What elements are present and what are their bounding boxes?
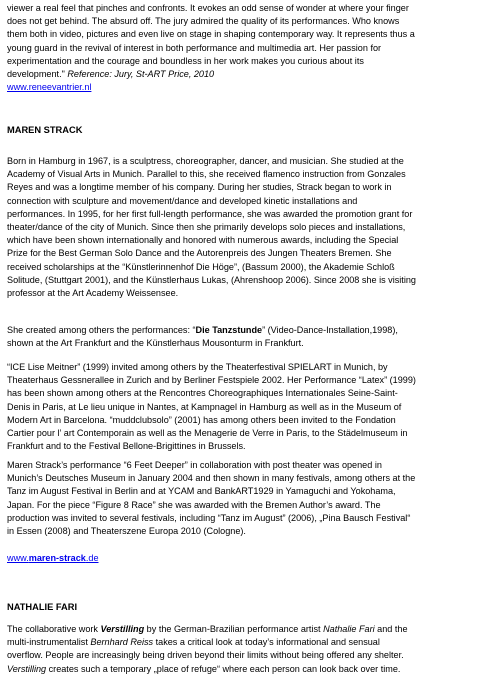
text-line: received scholarships at the “Künstlerinnenhof Die Höge”, (Bassum 2000), the Akademie Schloß xyxy=(7,261,395,272)
text-line: Frankfurt and to the Festival Bellone-Brigittines in Brussels. xyxy=(7,441,246,452)
maren-bio-paragraph xyxy=(7,155,473,300)
link-suffix: .de xyxy=(85,553,99,563)
text-line: Japan. For the piece “Figure 8 Race” she was awarded with the Bremen Author’s award. The xyxy=(7,499,381,510)
text-line: development." xyxy=(7,69,65,80)
text-line: does not get behind. The absurd off. The jury admired the quality of its performances. Who knows xyxy=(7,16,400,27)
text-line: Born in Hamburg in 1967, is a sculptress, choreographer, dancer, and musician. She studied at the xyxy=(7,156,404,166)
text-line: professor at the Art Academy Weissensee. xyxy=(7,288,179,299)
text-line: them both in video, pictures and even live on stage in shaping contemporary way. It represents thus a xyxy=(7,29,415,40)
text-line: Denis in Paris, at Le lieu unique in Nantes, at Kampnagel in Hamburg as well as in the Museum of xyxy=(7,401,402,412)
quote-reference: Reference: Jury, St-ART Price, 2010 xyxy=(67,69,215,80)
text-line: Cartier pour l’ art Contemporain as well as the Menagerie de Verre in Paris, to the Städelmuseum in xyxy=(7,428,408,439)
text-fragment: The collaborative work xyxy=(7,624,101,634)
text-line: connection with sculpture and movement/dance and developed kinetic installations and xyxy=(7,195,358,206)
text-line: young guard in the revival of interest in both performance and multimedia art. Her passion for xyxy=(7,42,382,53)
text-line: Prize for the Best German Solo Dance and the Autorenpreis des Jungen Theaters Bremen. She xyxy=(7,248,392,259)
text-line: which have been shown internationally and honored with numerous awards, including the Special xyxy=(7,235,399,246)
text-line: viewer a real feel that pinches and confronts. It evokes an odd sense of wonder at where your finger xyxy=(7,3,409,13)
maren-performances-paragraph xyxy=(7,324,473,350)
text-line: experimentation and the courage and boundless in her work makes you curious about its xyxy=(7,55,364,66)
work-title: Verstilling xyxy=(100,624,145,634)
text-line: Modern Art in Barcelona. “muddclubsolo” (2001) has among others been invited to the Fondation xyxy=(7,414,396,425)
performance-title: Die Tanzstunde xyxy=(195,325,263,335)
text-line: Academy of Visual Arts in Munich. Parallel to this, she received flamenco instruction from Gonzales xyxy=(7,169,406,180)
text-line: performances. In 1995, for her first full-length performance, she was awarded the promotion grant for xyxy=(7,208,413,219)
text-line: Solitude, (Stuttgart 2001), and the Künstlerhaus Lukas, (Ahrenshoop 2006). Since 2008 she is visiting xyxy=(7,274,416,285)
text-line: production was invited to several festivals, including “Tanz im August” (2006), „Pina Bausch Festival“ xyxy=(7,512,411,523)
text-line: shown at the Art Frankfurt and the Künstlerhaus Mousonturm in Frankfurt. xyxy=(7,338,304,349)
maren-ice-paragraph xyxy=(7,361,473,453)
text-line: Munich’s Deutsches Museum in January 2004 and then shown in many festivals, among others at the xyxy=(7,473,416,484)
text-line: overflow. People are increasingly being driven beyond their limits without being offered any shelter. xyxy=(7,650,404,661)
text-fragment: ” (Video-Dance-Installation,1998), xyxy=(262,325,398,335)
text-fragment: She created among others the performances: “ xyxy=(7,325,196,335)
text-line: has been shown among others at the Rencontres Choreographiques Internationales Seine-Saint- xyxy=(7,388,398,399)
link-domain: maren-strack xyxy=(28,553,86,563)
text-line: “ICE Lise Meitner” (1999) invited among others by the Theaterfestival SPIELART in Munich, by xyxy=(7,362,388,372)
text-fragment: by the German-Brazilian performance artist xyxy=(144,624,324,634)
work-title: Verstilling xyxy=(7,663,47,674)
jury-quote-paragraph xyxy=(7,2,473,94)
section-heading-maren-strack: MAREN STRACK xyxy=(7,125,83,135)
artist-name: Nathalie Fari xyxy=(323,624,375,634)
text-line: Reyes and was a longtime member of his company. During her studies, Strack began to work in xyxy=(7,182,392,193)
section-heading-nathalie-fari: NATHALIE FARI xyxy=(7,602,78,612)
text-line: in Essen (2008) and Theaterszene Europa 2010 (Cologne). xyxy=(7,526,246,537)
maren-link-paragraph xyxy=(7,552,473,565)
text-fragment: and the xyxy=(374,624,408,634)
nathalie-paragraph xyxy=(7,623,473,676)
reneevantrier-link[interactable]: www.reneevantrier.nl xyxy=(7,82,92,93)
link-prefix: www. xyxy=(7,553,29,563)
musician-name: Bernhard Reiss xyxy=(90,637,154,648)
maren-strack-link[interactable] xyxy=(7,553,99,563)
text-line: Tanz im August Festival in Berlin and at YCAM and BankART1929 in Yamaguchi and Yokohama, xyxy=(7,486,396,497)
text-line: Maren Strack’s performance “6 Feet Deeper” in collaboration with post theater was opened in xyxy=(7,460,382,470)
text-fragment: creates such a temporary „place of refuge“ where each person can look back over time. xyxy=(46,663,401,674)
text-fragment: multi-instrumentalist xyxy=(7,637,91,648)
maren-6-feet-deeper-paragraph xyxy=(7,459,473,538)
text-fragment: takes a critical look at today’s informational and sensual xyxy=(153,637,380,648)
text-line: Theaterhaus Gessnerallee in Zurich and by Berliner Festspiele 2002. Her Performance “Latex” (1999) xyxy=(7,375,416,386)
text-line: theater/dance of the city of Munich. Since then she primarily develops solo pieces and installations, xyxy=(7,222,406,233)
